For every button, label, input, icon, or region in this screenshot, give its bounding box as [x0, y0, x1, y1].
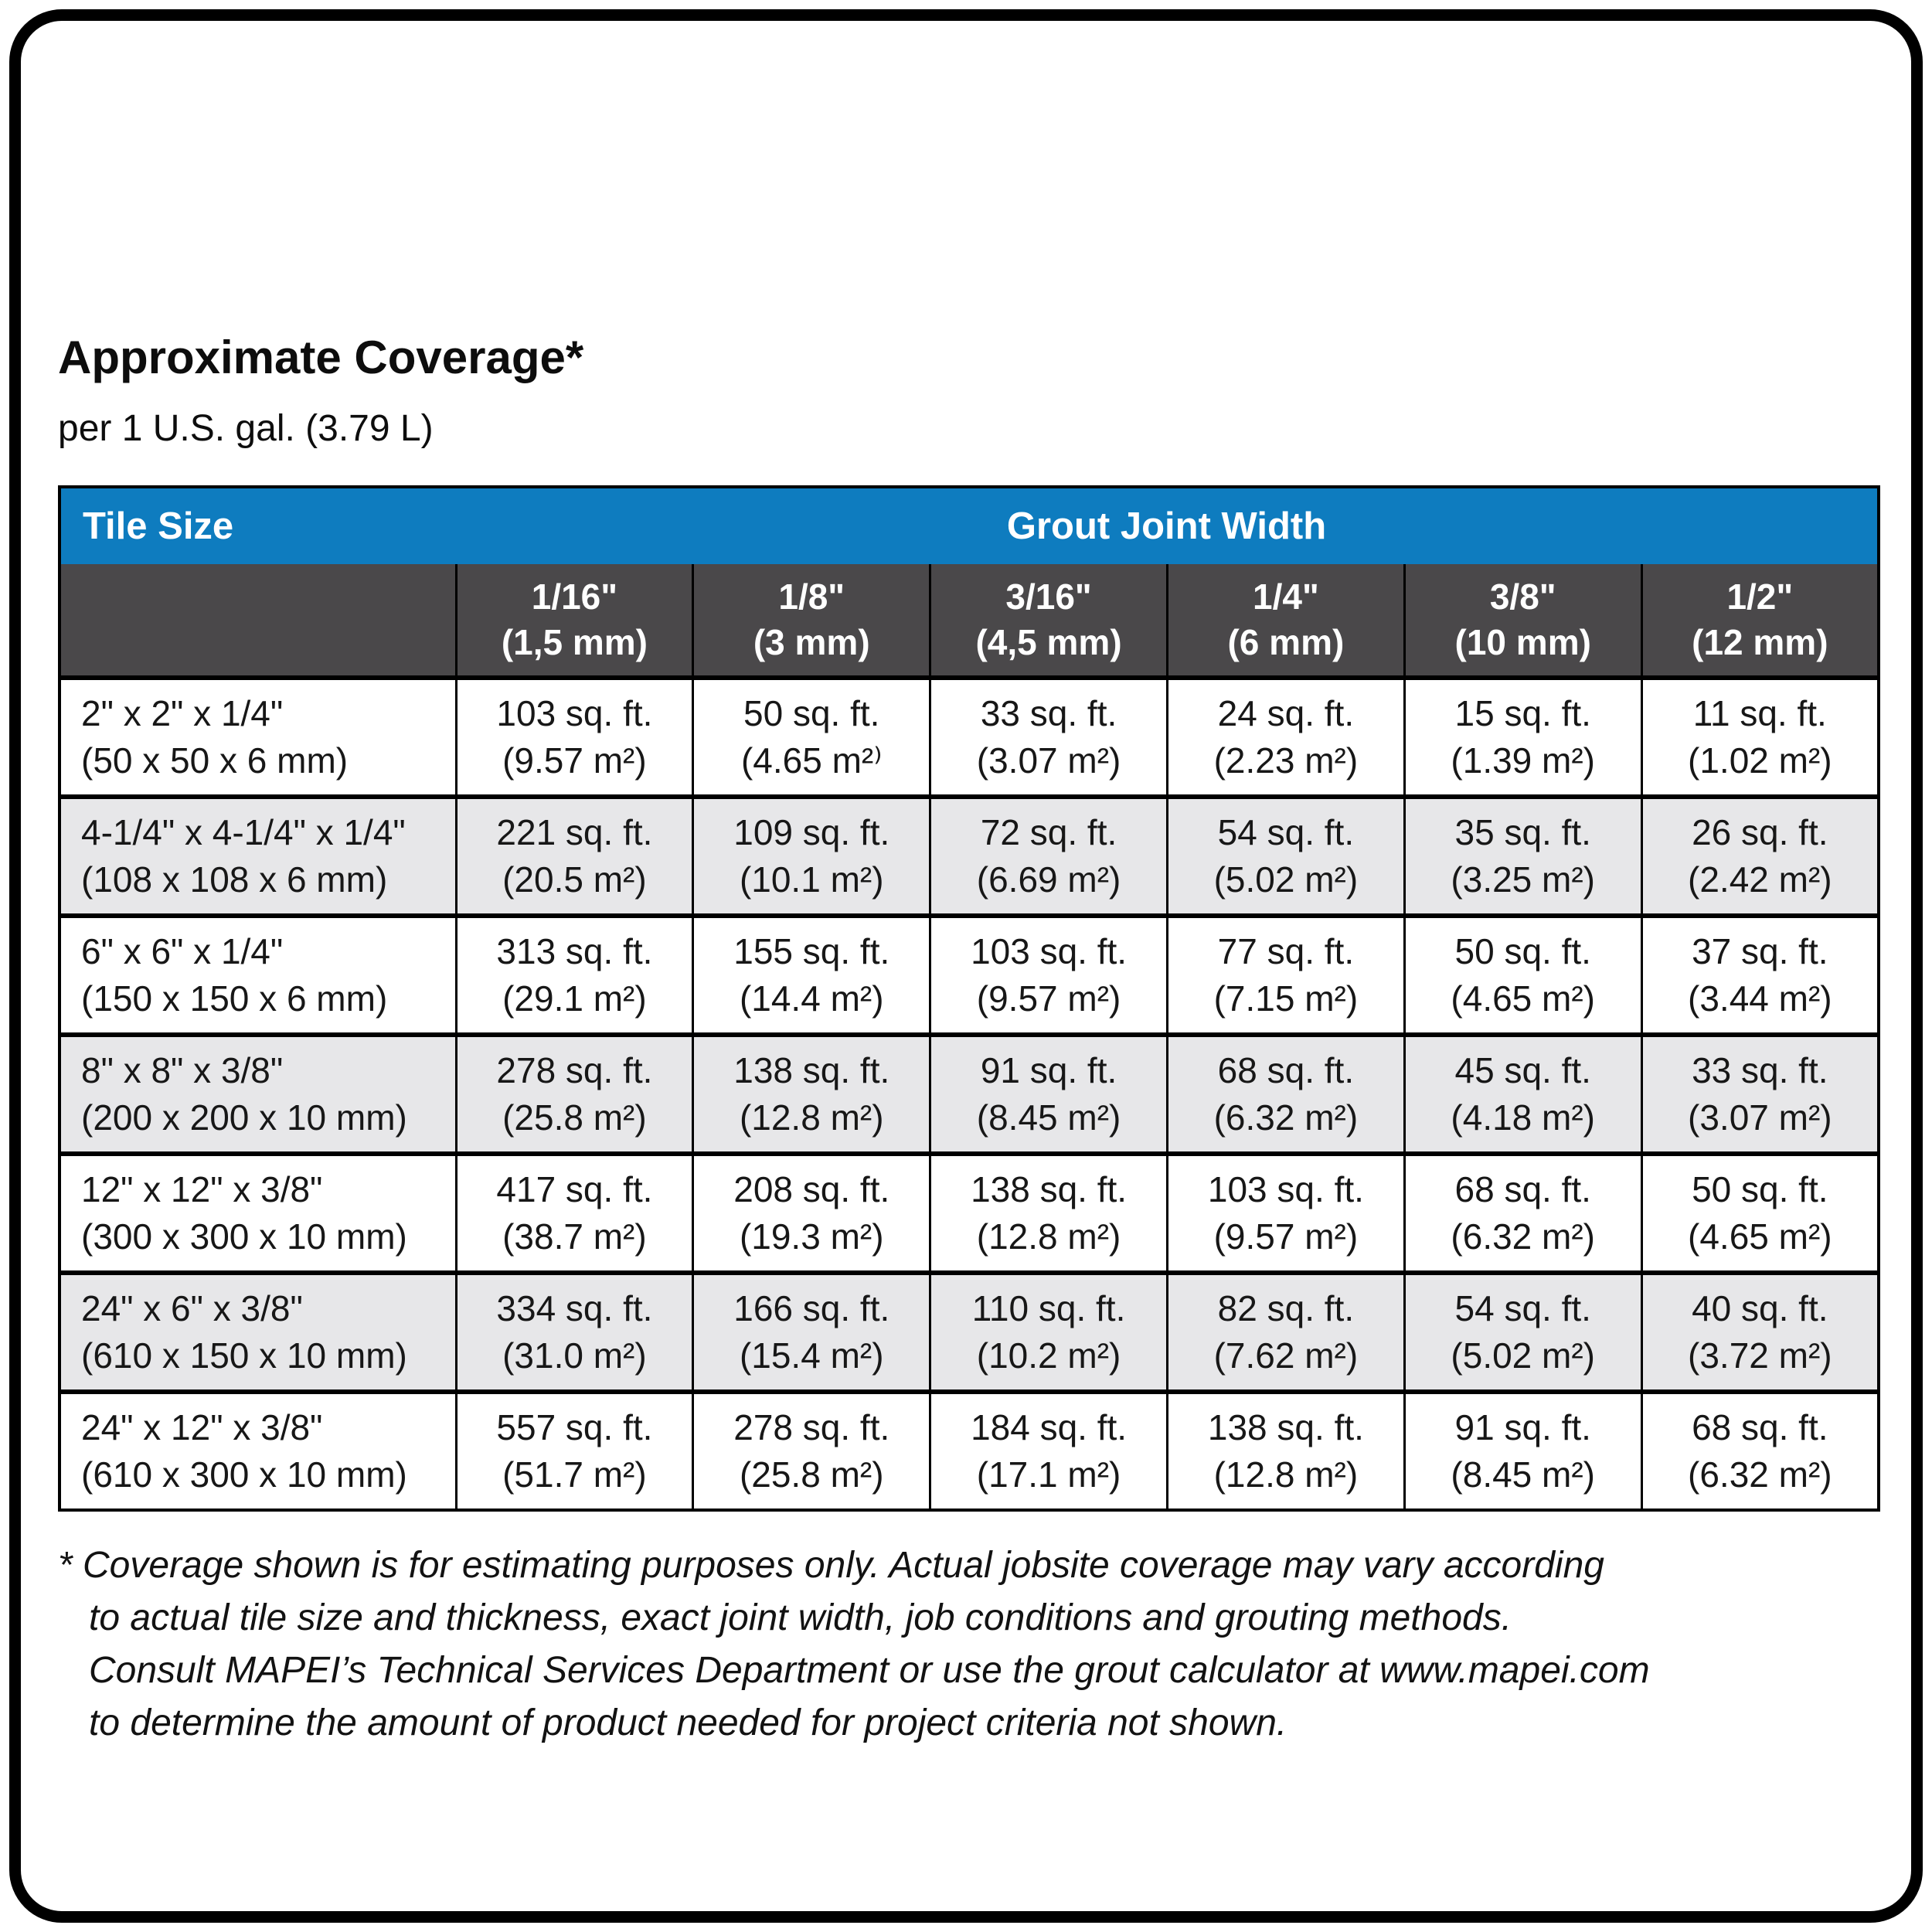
table-row — [60, 916, 1879, 1035]
joint-width-column-header — [456, 564, 693, 678]
cell-line-secondary: (19.3 m²) — [739, 1216, 884, 1257]
coverage-cell — [693, 797, 930, 916]
cell-line-secondary: (610 x 300 x 10 mm) — [81, 1454, 407, 1495]
cell-line-primary: 278 sq. ft. — [733, 1407, 890, 1448]
cell-line-primary: 334 sq. ft. — [496, 1288, 653, 1329]
coverage-cell — [1404, 678, 1641, 797]
cell-line-primary: 2" x 2" x 1/4" — [81, 693, 284, 734]
cell-line-secondary: (6 mm) — [1227, 622, 1345, 662]
cell-line-secondary: (8.45 m²) — [1451, 1454, 1596, 1495]
footnote — [58, 1539, 1880, 1750]
cell-line-secondary: (12.8 m²) — [739, 1097, 884, 1138]
coverage-cell — [1404, 1154, 1641, 1273]
coverage-cell — [1167, 797, 1404, 916]
cell-line-primary: 82 sq. ft. — [1217, 1288, 1355, 1329]
coverage-cell — [930, 916, 1168, 1035]
cell-line-secondary: (29.1 m²) — [502, 978, 647, 1019]
cell-line-secondary: (8.45 m²) — [976, 1097, 1121, 1138]
cell-line-secondary: (200 x 200 x 10 mm) — [81, 1097, 407, 1138]
cell-line-primary: 1/4" — [1253, 577, 1319, 617]
cell-line-secondary: (4.65 m²) — [1688, 1216, 1832, 1257]
coverage-cell — [456, 1273, 693, 1392]
cell-line-primary: 103 sq. ft. — [971, 931, 1128, 972]
cell-line-primary: 3/16" — [1005, 577, 1092, 617]
coverage-cell — [930, 1035, 1168, 1154]
cell-line-secondary: (6.32 m²) — [1451, 1216, 1596, 1257]
table-row — [60, 1035, 1879, 1154]
cell-line-primary: 221 sq. ft. — [496, 812, 653, 853]
cell-line-primary: 91 sq. ft. — [980, 1050, 1117, 1091]
cell-line-secondary: (4.65 m²) — [1451, 978, 1596, 1019]
cell-line-secondary: (25.8 m²) — [502, 1097, 647, 1138]
cell-line-secondary: (25.8 m²) — [739, 1454, 884, 1495]
cell-line-primary: 109 sq. ft. — [733, 812, 890, 853]
coverage-cell — [1167, 1035, 1404, 1154]
cell-line-secondary: (1.02 m²) — [1688, 740, 1832, 781]
coverage-cell — [456, 797, 693, 916]
cell-line-secondary: (300 x 300 x 10 mm) — [81, 1216, 407, 1257]
cell-line-secondary: (12.8 m²) — [976, 1216, 1121, 1257]
cell-line-primary: 417 sq. ft. — [496, 1169, 653, 1210]
cell-line-secondary: (3.25 m²) — [1451, 859, 1596, 900]
joint-width-column-header — [930, 564, 1168, 678]
cell-line-primary: 166 sq. ft. — [733, 1288, 890, 1329]
cell-line-primary: 110 sq. ft. — [971, 1288, 1126, 1329]
coverage-cell — [1167, 678, 1404, 797]
cell-line-primary: 45 sq. ft. — [1454, 1050, 1591, 1091]
cell-line-secondary: (9.57 m²) — [502, 740, 647, 781]
cell-line-primary: 11 sq. ft. — [1692, 693, 1827, 734]
tile-size-header: Tile Size — [60, 487, 456, 564]
cell-line-primary: 54 sq. ft. — [1217, 812, 1355, 853]
table-row — [60, 1154, 1879, 1273]
cell-line-primary: 1/2" — [1726, 577, 1794, 617]
cell-line-primary: 37 sq. ft. — [1692, 931, 1828, 972]
cell-line-secondary: (3.07 m²) — [1688, 1097, 1832, 1138]
cell-line-secondary: (2.42 m²) — [1688, 859, 1832, 900]
coverage-cell — [456, 916, 693, 1035]
cell-line-secondary: (6.69 m²) — [976, 859, 1121, 900]
cell-line-primary: 50 sq. ft. — [743, 693, 880, 734]
cell-line-primary: 138 sq. ft. — [971, 1169, 1128, 1210]
joint-width-column-header — [1167, 564, 1404, 678]
coverage-cell — [693, 1273, 930, 1392]
cell-line-secondary: (17.1 m²) — [976, 1454, 1121, 1495]
coverage-cell — [1641, 1392, 1879, 1510]
joint-width-column-header — [1404, 564, 1641, 678]
cell-line-primary: 54 sq. ft. — [1454, 1288, 1591, 1329]
coverage-cell — [456, 1392, 693, 1510]
cell-line-secondary: (6.32 m²) — [1688, 1454, 1832, 1495]
page-subtitle: per 1 U.S. gal. (3.79 L) — [58, 408, 434, 449]
tile-size-cell — [60, 678, 456, 797]
cell-line-primary: 208 sq. ft. — [733, 1169, 890, 1210]
joint-width-column-header — [1641, 564, 1879, 678]
cell-line-secondary: (1.39 m²) — [1451, 740, 1596, 781]
cell-line-primary: 72 sq. ft. — [980, 812, 1117, 853]
cell-line-secondary: (5.02 m²) — [1213, 859, 1359, 900]
coverage-table — [58, 485, 1880, 1512]
cell-line-primary: 15 sq. ft. — [1454, 693, 1591, 734]
page-title: Approximate Coverage* — [58, 332, 584, 383]
tile-size-cell — [60, 1392, 456, 1510]
cell-line-secondary: (4.65 m²⁾ — [740, 740, 883, 781]
cell-line-primary: 313 sq. ft. — [496, 931, 653, 972]
tile-size-cell — [60, 1273, 456, 1392]
table-row — [60, 678, 1879, 797]
coverage-cell — [930, 1392, 1168, 1510]
table-header-row — [60, 487, 1879, 564]
coverage-cell — [1404, 1273, 1641, 1392]
joint-width-subheader-row — [60, 564, 1879, 678]
coverage-cell — [1404, 916, 1641, 1035]
coverage-cell — [930, 678, 1168, 797]
joint-width-column-header — [693, 564, 930, 678]
coverage-cell — [693, 1035, 930, 1154]
tile-size-cell — [60, 797, 456, 916]
coverage-cell — [693, 916, 930, 1035]
corner-cell — [60, 564, 456, 678]
cell-line-secondary: (9.57 m²) — [976, 978, 1121, 1019]
coverage-cell — [1167, 1154, 1404, 1273]
cell-line-secondary: (14.4 m²) — [739, 978, 884, 1019]
coverage-cell — [1404, 1392, 1641, 1510]
cell-line-secondary: (12 mm) — [1692, 622, 1828, 662]
cell-line-primary: 103 sq. ft. — [496, 693, 653, 734]
cell-line-primary: 138 sq. ft. — [733, 1050, 890, 1091]
table-row — [60, 1273, 1879, 1392]
cell-line-secondary: (10.1 m²) — [739, 859, 884, 900]
cell-line-secondary: (9.57 m²) — [1213, 1216, 1359, 1257]
coverage-cell — [1167, 916, 1404, 1035]
footnote-line: to actual tile size and thickness, exact joint width, job conditions and grouting methods. — [89, 1597, 1512, 1639]
cell-line-secondary: (2.23 m²) — [1213, 740, 1359, 781]
cell-line-secondary: (38.7 m²) — [502, 1216, 647, 1257]
coverage-cell — [693, 1392, 930, 1510]
cell-line-secondary: (6.32 m²) — [1213, 1097, 1359, 1138]
coverage-cell — [1641, 1273, 1879, 1392]
cell-line-primary: 35 sq. ft. — [1454, 812, 1591, 853]
cell-line-secondary: (7.15 m²) — [1213, 978, 1359, 1019]
cell-line-primary: 24" x 12" x 3/8" — [81, 1407, 323, 1448]
cell-line-primary: 184 sq. ft. — [971, 1407, 1128, 1448]
cell-line-secondary: (7.62 m²) — [1213, 1335, 1359, 1376]
coverage-cell — [1404, 1035, 1641, 1154]
footnote-line: to determine the amount of product needed for project criteria not shown. — [89, 1702, 1287, 1744]
cell-line-primary: 33 sq. ft. — [1692, 1050, 1828, 1091]
cell-line-primary: 155 sq. ft. — [733, 931, 890, 972]
cell-line-primary: 138 sq. ft. — [1207, 1407, 1364, 1448]
cell-line-primary: 33 sq. ft. — [980, 693, 1117, 734]
cell-line-primary: 50 sq. ft. — [1454, 931, 1591, 972]
cell-line-primary: 24" x 6" x 3/8" — [81, 1288, 303, 1329]
cell-line-primary: 68 sq. ft. — [1217, 1050, 1355, 1091]
cell-line-secondary: (4.18 m²) — [1451, 1097, 1596, 1138]
cell-line-secondary: (50 x 50 x 6 mm) — [81, 740, 349, 781]
cell-line-primary: 50 sq. ft. — [1692, 1169, 1828, 1210]
cell-line-primary: 68 sq. ft. — [1692, 1407, 1828, 1448]
coverage-cell — [930, 1273, 1168, 1392]
coverage-sheet — [58, 331, 1880, 1750]
coverage-cell — [930, 797, 1168, 916]
coverage-cell — [1404, 797, 1641, 916]
cell-line-primary: 26 sq. ft. — [1692, 812, 1828, 853]
table-row — [60, 797, 1879, 916]
footnote-line: * Coverage shown is for estimating purposes only. Actual jobsite coverage may vary according — [58, 1545, 1604, 1586]
cell-line-primary: 557 sq. ft. — [496, 1407, 653, 1448]
cell-line-primary: 4-1/4" x 4-1/4" x 1/4" — [81, 812, 406, 853]
cell-line-primary: 8" x 8" x 3/8" — [81, 1050, 284, 1091]
cell-line-secondary: (20.5 m²) — [502, 859, 647, 900]
tile-size-cell — [60, 916, 456, 1035]
cell-line-primary: 24 sq. ft. — [1217, 693, 1355, 734]
coverage-cell — [693, 678, 930, 797]
cell-line-secondary: (150 x 150 x 6 mm) — [81, 978, 388, 1019]
cell-line-primary: 91 sq. ft. — [1454, 1407, 1591, 1448]
cell-line-secondary: (3.44 m²) — [1688, 978, 1832, 1019]
cell-line-secondary: (1,5 mm) — [501, 622, 648, 662]
coverage-cell — [1167, 1273, 1404, 1392]
coverage-cell — [456, 1035, 693, 1154]
cell-line-primary: 40 sq. ft. — [1692, 1288, 1828, 1329]
tile-size-cell — [60, 1154, 456, 1273]
cell-line-primary: 1/8" — [778, 577, 845, 617]
table-row — [60, 1392, 1879, 1510]
cell-line-secondary: (3 mm) — [753, 622, 870, 662]
cell-line-secondary: (610 x 150 x 10 mm) — [81, 1335, 407, 1376]
cell-line-primary: 1/16" — [531, 577, 618, 617]
cell-line-secondary: (10 mm) — [1454, 622, 1591, 662]
cell-line-secondary: (31.0 m²) — [502, 1335, 647, 1376]
tile-size-cell — [60, 1035, 456, 1154]
cell-line-primary: 278 sq. ft. — [496, 1050, 653, 1091]
cell-line-primary: 3/8" — [1489, 577, 1556, 617]
cell-line-secondary: (3.72 m²) — [1688, 1335, 1832, 1376]
cell-line-primary: 68 sq. ft. — [1454, 1169, 1591, 1210]
cell-line-secondary: (12.8 m²) — [1213, 1454, 1359, 1495]
cell-line-secondary: (10.2 m²) — [976, 1335, 1121, 1376]
coverage-cell — [1167, 1392, 1404, 1510]
cell-line-secondary: (51.7 m²) — [502, 1454, 647, 1495]
coverage-cell — [693, 1154, 930, 1273]
coverage-cell — [1641, 916, 1879, 1035]
coverage-cell — [456, 678, 693, 797]
cell-line-primary: 103 sq. ft. — [1207, 1169, 1364, 1210]
cell-line-primary: 6" x 6" x 1/4" — [81, 931, 284, 972]
coverage-cell — [1641, 678, 1879, 797]
coverage-cell — [1641, 797, 1879, 916]
cell-line-primary: 12" x 12" x 3/8" — [81, 1169, 323, 1210]
grout-joint-width-header: Grout Joint Width — [456, 487, 1879, 564]
coverage-cell — [1641, 1154, 1879, 1273]
coverage-cell — [930, 1154, 1168, 1273]
cell-line-secondary: (15.4 m²) — [739, 1335, 884, 1376]
cell-line-primary: 77 sq. ft. — [1217, 931, 1355, 972]
coverage-cell — [456, 1154, 693, 1273]
footnote-line: Consult MAPEI’s Technical Services Department or use the grout calculator at www.mapei.com — [89, 1650, 1650, 1692]
cell-line-secondary: (4,5 mm) — [975, 622, 1122, 662]
cell-line-secondary: (3.07 m²) — [976, 740, 1121, 781]
coverage-cell — [1641, 1035, 1879, 1154]
cell-line-secondary: (108 x 108 x 6 mm) — [81, 859, 388, 900]
cell-line-secondary: (5.02 m²) — [1451, 1335, 1596, 1376]
